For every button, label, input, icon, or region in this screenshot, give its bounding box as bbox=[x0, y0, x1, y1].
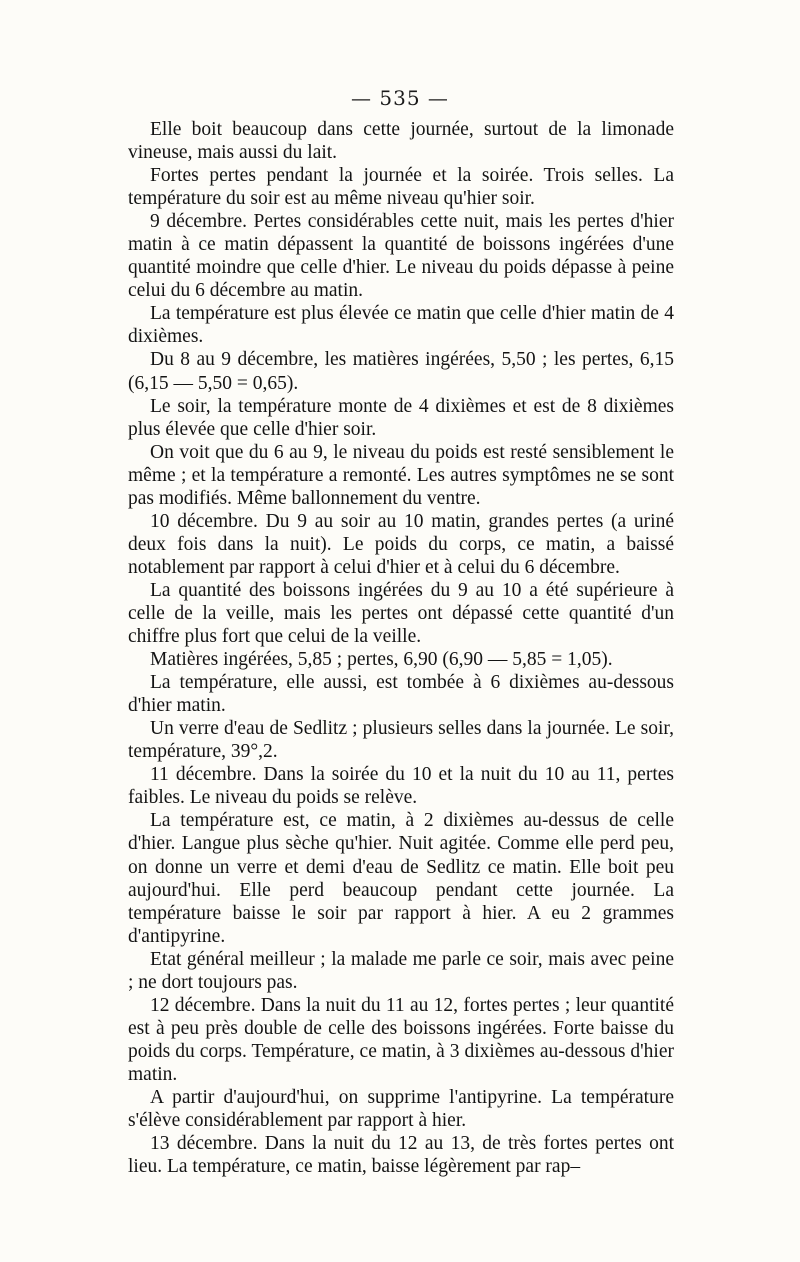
page-number: — 535 — bbox=[351, 86, 449, 110]
paragraph: Fortes pertes pendant la journée et la soirée. Trois selles. La température du soir est au même niveau qu'hier soir. bbox=[128, 165, 674, 210]
paragraph: Du 8 au 9 décembre, les matières ingérées, 5,50 ; les pertes, 6,15 (6,15 — 5,50 = 0,65). bbox=[128, 349, 674, 394]
paragraph: Matières ingérées, 5,85 ; pertes, 6,90 (6,90 — 5,85 = 1,05). bbox=[150, 649, 613, 671]
paragraph: Le soir, la température monte de 4 dixièmes et est de 8 dixièmes plus élevée que celle d'hier soir. bbox=[128, 395, 674, 440]
paragraph: La quantité des boissons ingérées du 9 au 10 a été supérieure à celle de la veille, mais les pertes ont dépassé cette quantité d'un chiffre plus fort que celui de la veille. bbox=[128, 579, 674, 648]
paragraph: La température est plus élevée ce matin que celle d'hier matin de 4 dixièmes. bbox=[128, 303, 674, 348]
paragraph: 13 décembre. Dans la nuit du 12 au 13, de très fortes pertes ont lieu. La température, ce matin, baisse légèrement par rap– bbox=[128, 1133, 674, 1178]
paragraph: Etat général meilleur ; la malade me parle ce soir, mais avec peine ; ne dort toujours pas. bbox=[128, 948, 674, 993]
paragraph: 11 décembre. Dans la soirée du 10 et la nuit du 10 au 11, pertes faibles. Le niveau du poids se relève. bbox=[128, 764, 674, 809]
paragraph: A partir d'aujourd'hui, on supprime l'antipyrine. La température s'élève considérablement par rapport à hier. bbox=[128, 1086, 674, 1132]
paragraph: Elle boit beaucoup dans cette journée, surtout de la limonade vineuse, mais aussi du lait. bbox=[128, 119, 674, 164]
paragraph: La température est, ce matin, à 2 dixièmes au-dessus de celle d'hier. Langue plus sèche qu'hier. Nuit agitée. Comme elle perd peu, on donne un verre et demi d'eau de Sedlitz ce matin. Elle boit peu aujourd'hui. Elle perd beaucoup pendant cette journée. La température baisse le soir par rapport à hier. A eu 2 grammes d'antipyrine. bbox=[128, 810, 674, 947]
paragraph: 10 décembre. Du 9 au soir au 10 matin, grandes pertes (a uriné deux fois dans la nuit). Le poids du corps, ce matin, a baissé notablement par rapport à celui d'hier et à celui du 6 décembre. bbox=[128, 510, 674, 578]
paragraph: La température, elle aussi, est tombée à 6 dixièmes au-dessous d'hier matin. bbox=[128, 672, 674, 717]
paragraph: On voit que du 6 au 9, le niveau du poids est resté sensiblement le même ; et la température a remonté. Les autres symptômes ne se sont pas modifiés. Même ballonnement du ventre. bbox=[128, 441, 674, 509]
paragraph: Un verre d'eau de Sedlitz ; plusieurs selles dans la journée. Le soir, température, 39°,2. bbox=[128, 718, 674, 763]
body-text bbox=[128, 118, 674, 1178]
paragraph: 12 décembre. Dans la nuit du 11 au 12, fortes pertes ; leur quantité est à peu près double de celle des boissons ingérées. Forte baisse du poids du corps. Température, ce matin, à 3 dixièmes au-dessous d'hier matin. bbox=[128, 994, 674, 1085]
paragraph: 9 décembre. Pertes considérables cette nuit, mais les pertes d'hier matin à ce matin dépassent la quantité de boissons ingérées d'une quantité moindre que celle d'hier. Le niveau du poids dépasse à peine celui du 6 décembre au matin. bbox=[128, 211, 674, 302]
